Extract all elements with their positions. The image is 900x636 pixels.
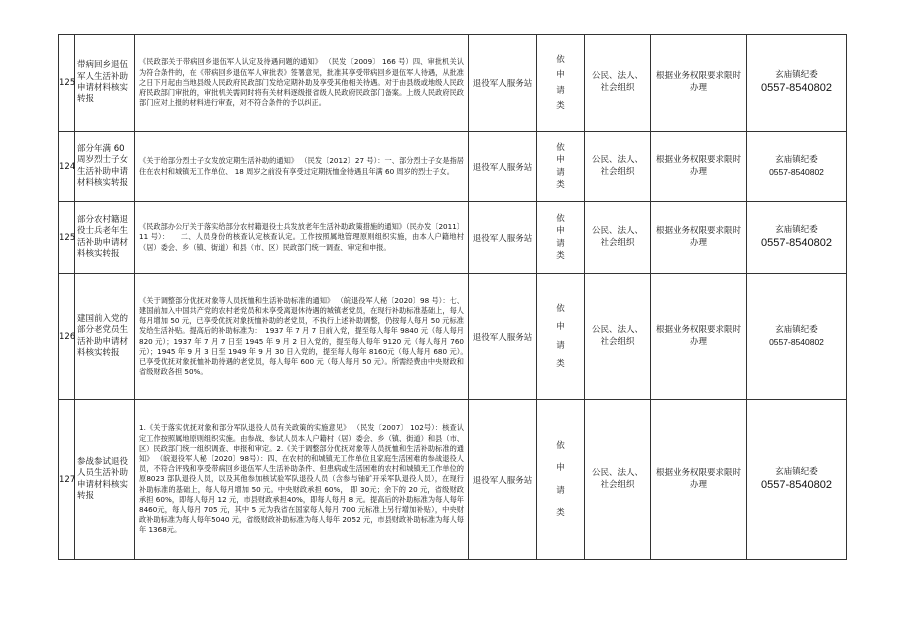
item-type	[537, 400, 585, 560]
service-object: 公民、法人、社会组织	[585, 132, 651, 202]
legal-basis: 《关于给部分烈士子女发放定期生活补助的通知》 （民发〔2012〕27 号）：一、部分烈士子女是指居住在农村和城镇无工作单位、 18 周岁之前没有享受过定期抚恤金待遇且年满 60 周岁的烈士子女。	[135, 132, 469, 202]
supervision-contact	[747, 274, 847, 400]
item-type-char: 申	[556, 155, 565, 165]
service-object: 公民、法人、社会组织	[585, 274, 651, 400]
row-number: 124	[59, 132, 75, 202]
item-name: 部分农村籍退役士兵老年生活补助申请材料核实转报	[75, 202, 135, 274]
contact-phone: 0557-8540802	[761, 82, 832, 95]
handling-department: 退役军人服务站	[469, 400, 537, 560]
contact-org: 玄庙镇纪委	[775, 224, 818, 235]
item-type	[537, 202, 585, 274]
item-name: 参战参试退役人员生活补助申请材料核实转报	[75, 400, 135, 560]
legal-basis: 《关于调整部分优抚对象等人员抚恤和生活补助标准的通知》 （皖退役军人秘〔2020〕98 号）：七、建国前加入中国共产党的农村老党员和未享受离退休待遇的城镇老党员，在现行补助标准基础上，每人每月增加 50 元，已享受优抚对象抚恤补助的老党员，不执行上述补助调整，仍按每人每月 50 元标准发给生活补贴。提高后的补助标准为： 1937 年 7 月 7 日前入党，提至每人每年 9840 元（每人每月 820 元）；1937 年 7 月 7 日至 1945 年 9 月 2 日入党的，提至每人每年 9120 元（每人每月 760 元）；1945 年 9 月 3 日至 1949 年 9 月 30 日入党的，提至每人每年 8160元（每人每月 680 元）。 已享受优抚对象抚恤补助待遇的老党员，每人每年 600 元（每人每月 50 元）。所需经费由中央财政和省级财政各担 50%。	[135, 274, 469, 400]
legal-basis: 《民政部办公厅关于落实给部分农村籍退役士兵发放老年生活补助政策措施的通知》（民办发〔2011〕11 号）： 二、人员身份的核查认定核查认定。工作按照属地管理原则组织实施，由本人户籍地村（居）委会、乡（镇、街道）和县（市、区）民政部门统一调查、审定和申报。	[135, 202, 469, 274]
handling-department: 退役军人服务站	[469, 35, 537, 132]
handling-department: 退役军人服务站	[469, 202, 537, 274]
contact-org: 玄庙镇纪委	[775, 155, 818, 166]
contact-org: 玄庙镇纪委	[775, 325, 818, 336]
item-type-char: 类	[556, 359, 565, 369]
handling-department: 退役军人服务站	[469, 132, 537, 202]
contact-org: 玄庙镇纪委	[775, 466, 818, 477]
contact-phone: 0557-8540802	[769, 336, 824, 347]
supervision-contact	[747, 202, 847, 274]
item-type-char: 类	[556, 101, 565, 111]
time-limit: 根据业务权限要求限时办理	[651, 35, 747, 132]
item-type-char: 依	[556, 54, 565, 65]
row-number: 127	[59, 400, 75, 560]
item-type-char: 申	[556, 463, 565, 473]
table-row	[59, 202, 847, 274]
service-object: 公民、法人、社会组织	[585, 400, 651, 560]
legal-basis: 《民政部关于带病回乡退伍军人认定及待遇问题的通知》 （民发〔2009〕 166 号）四、审批机关认为符合条件的，在《带病回乡退伍军人审批表》签署意见，批准其享受带病回乡退伍军人待遇，从批准之日下月起由当地县级人民政府民政部门发给定期补助及享受其他相关待遇。对于由县级或地级人民政府民政部门审批的，审批机关需同时将有关材料逐级报省级人民政府民政部门备案。上级人民政府民政部门应对上报的材料进行审查，对不符合条件的予以纠正。	[135, 35, 469, 132]
item-type-char: 请	[556, 485, 565, 496]
service-object: 公民、法人、社会组织	[585, 35, 651, 132]
item-type-char: 请	[556, 85, 565, 96]
service-object: 公民、法人、社会组织	[585, 202, 651, 274]
service-items-table	[58, 34, 847, 560]
table-row	[59, 35, 847, 132]
item-type	[537, 35, 585, 132]
contact-org: 玄庙镇纪委	[775, 70, 818, 81]
supervision-contact	[747, 400, 847, 560]
row-number: 125	[59, 202, 75, 274]
table-row	[59, 274, 847, 400]
supervision-contact	[747, 35, 847, 132]
item-type-char: 申	[556, 70, 565, 80]
item-type-char: 类	[556, 180, 565, 190]
table-row	[59, 132, 847, 202]
contact-phone: 0557-8540802	[761, 236, 832, 249]
time-limit: 根据业务权限要求限时办理	[651, 400, 747, 560]
item-type-char: 请	[556, 167, 565, 178]
item-type-char: 依	[556, 440, 565, 451]
item-type-char: 申	[556, 226, 565, 236]
row-number: 126	[59, 274, 75, 400]
contact-phone: 0557-8540802	[769, 166, 824, 177]
time-limit: 根据业务权限要求限时办理	[651, 274, 747, 400]
item-type-char: 请	[556, 238, 565, 249]
item-type-char: 请	[556, 340, 565, 351]
row-number: 125	[59, 35, 75, 132]
table-row	[59, 400, 847, 560]
item-type	[537, 132, 585, 202]
time-limit: 根据业务权限要求限时办理	[651, 202, 747, 274]
time-limit: 根据业务权限要求限时办理	[651, 132, 747, 202]
contact-phone: 0557-8540802	[761, 478, 832, 491]
supervision-contact	[747, 132, 847, 202]
item-type-char: 申	[556, 322, 565, 332]
item-type	[537, 274, 585, 400]
item-type-char: 依	[556, 303, 565, 314]
item-type-char: 类	[556, 508, 565, 518]
item-type-char: 依	[556, 142, 565, 153]
legal-basis: 1.《关于落实优抚对象和部分军队退役人员有关政策的实施意见》 （民发〔2007〕 102号）：核查认定工作按照属地原则组织实施。由参战、参试人员本人户籍村（居）委会、乡（镇、街道）和县（市、区）民政部门统一组织调查、申报和审定。2.《关于调整部分优抚对象等人员抚恤和生活补助标准的通知》 （皖退役军人秘〔2020〕98号）：四、在农村的和城镇无工作单位且家庭生活困难的参战退役人员，不符合评残和享受带病回乡退伍军人生活补助条件、但患病或生活困难的农村和城镇无工作单位的原8023 部队退役人员，以及其他参加核试验军队退役人员（含参与铀矿开采军队退役人员），在现行补助标准的基础上，每人每月增加 50 元。中央财政承担 60%， 即 30元；余下的 20 元，省级财政承担 60%，即每人每月 12 元，市县财政承担40%，即每人每月 8 元。提高后的补助标准为每人每年 8460元，每人每月 705 元，其中 5 元为我省在国家每人每月 700 元标准上另行增加补贴），中央财政补助标准为每人每年5040 元，省级财政补助标准为每人每年 2052 元，市县财政补助标准为每人每年 1368元。	[135, 400, 469, 560]
item-type-char: 类	[556, 251, 565, 261]
handling-department: 退役军人服务站	[469, 274, 537, 400]
item-type-char: 依	[556, 213, 565, 224]
item-name: 带病回乡退伍军人生活补助申请材料核实转报	[75, 35, 135, 132]
item-name: 部分年满 60 周岁烈士子女生活补助申请材料核实转报	[75, 132, 135, 202]
item-name: 建国前入党的部分老党员生活补助申请材料核实转报	[75, 274, 135, 400]
